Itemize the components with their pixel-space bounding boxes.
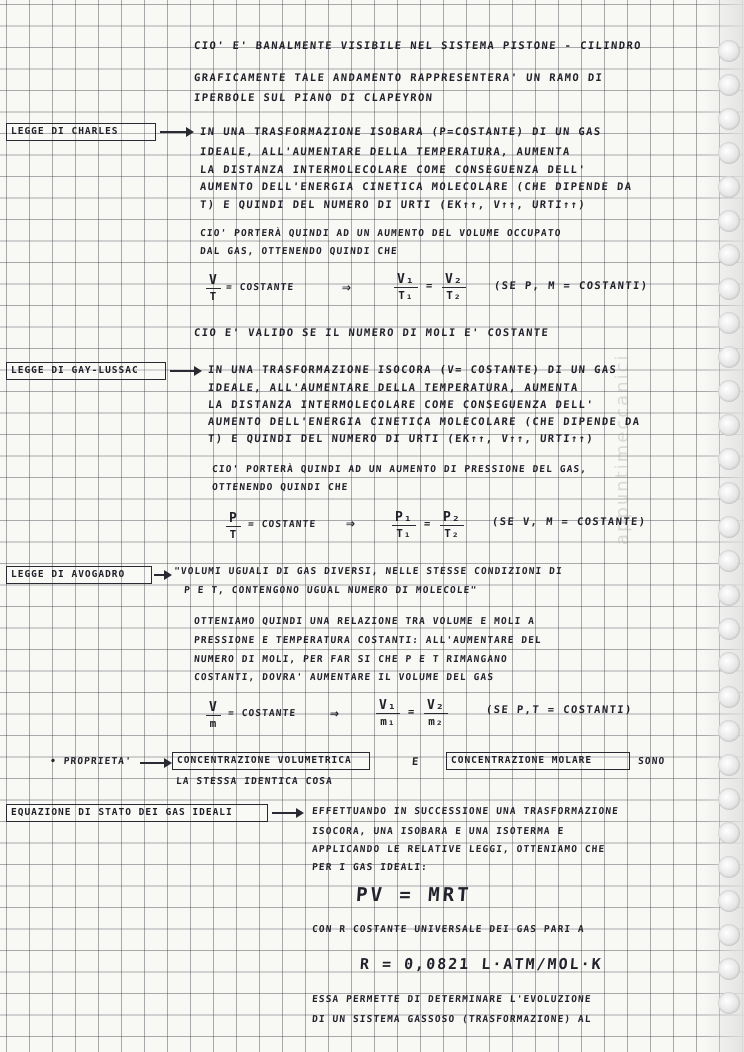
charles-line: AUMENTO DELL'ENERGIA CINETICA MOLECOLARE (CHE DIPENDE DA <box>199 181 633 193</box>
binder-hole <box>718 40 740 62</box>
binder-hole <box>718 278 740 300</box>
binder-hole <box>718 890 740 912</box>
fraction-denominator: T <box>209 290 218 303</box>
watermark: appuntimeccanici <box>612 353 633 545</box>
fraction-numerator: P₁ <box>392 510 416 526</box>
binder-hole <box>718 176 740 198</box>
fraction-denominator: m <box>209 717 218 730</box>
binder-hole <box>718 686 740 708</box>
property-joiner: E <box>411 756 421 768</box>
avogadro-fraction-v-m <box>206 700 221 731</box>
binder-hole <box>718 516 740 538</box>
arrow-icon <box>272 812 302 814</box>
state-equation-label: EQUAZIONE DI STATO DEI GAS IDEALI <box>6 804 268 822</box>
charles-line: LA DISTANZA INTERMOLECOLARE COME CONSEGUENZA DELL' <box>199 164 587 176</box>
fraction-denominator: T₁ <box>396 527 412 540</box>
charles-line: IN UNA TRASFORMAZIONE ISOBARA (P=COSTANTE) DI UN GAS <box>199 126 602 138</box>
intro-line-3: IPERBOLE SUL PIANO DI CLAPEYRON <box>193 92 434 104</box>
charles-fraction-v2-t2 <box>442 272 466 303</box>
binder-hole <box>718 210 740 232</box>
gay-lussac-line: IDEALE, ALL'AUMENTARE DELLA TEMPERATURA, AUMENTA <box>207 382 580 394</box>
binder-hole <box>718 380 740 402</box>
gay-lussac-line: CIO' PORTERÀ QUINDI AD UN AUMENTO DI PRESSIONE DEL GAS, <box>211 464 588 475</box>
gas-constant-line: CON R COSTANTE UNIVERSALE DEI GAS PARI A <box>311 924 586 935</box>
avogadro-fraction-v1-m1 <box>376 698 400 729</box>
binder-hole <box>718 312 740 334</box>
avogadro-line: PRESSIONE E TEMPERATURA COSTANTI: ALL'AUMENTARE DEL <box>193 635 543 646</box>
property-bullet: • PROPRIETA' <box>49 756 133 767</box>
implies-icon: ⇒ <box>345 514 358 532</box>
binder-hole <box>718 142 740 164</box>
arrow-icon <box>140 762 170 764</box>
charles-fraction-v-t <box>206 273 221 304</box>
binder-hole <box>718 482 740 504</box>
gay-lussac-fraction-p1-t1 <box>392 510 416 541</box>
arrow-icon <box>160 131 192 133</box>
charles-formula-equals: = COSTANTE <box>225 282 295 293</box>
property-tail: SONO <box>637 756 666 767</box>
charles-line: IDEALE, ALL'AUMENTARE DELLA TEMPERATURA, AUMENTA <box>199 146 572 158</box>
gay-lussac-law-label: LEGGE DI GAY-LUSSAC <box>6 362 166 380</box>
molar-concentration-box: CONCENTRAZIONE MOLARE <box>446 752 630 770</box>
fraction-denominator: m₁ <box>380 715 396 728</box>
avogadro-line: COSTANTI, DOVRA' AUMENTARE IL VOLUME DEL GAS <box>193 672 495 683</box>
fraction-numerator: V₂ <box>424 698 448 714</box>
fraction-numerator: P <box>226 511 241 527</box>
fraction-denominator: T₂ <box>444 527 460 540</box>
state-eq-closing-line: DI UN SISTEMA GASSOSO (TRASFORMAZIONE) AL <box>311 1014 592 1025</box>
gay-lussac-line: T) E QUINDI DEL NUMERO DI URTI (EK↑↑, V↑↑, URTI↑↑) <box>207 433 595 445</box>
avogadro-line: OTTENIAMO QUINDI UNA RELAZIONE TRA VOLUME E MOLI A <box>193 616 536 627</box>
fraction-numerator: V₁ <box>376 698 400 714</box>
fraction-numerator: V₁ <box>394 272 418 288</box>
fraction-denominator: m₂ <box>428 715 444 728</box>
charles-fraction-v1-t1 <box>394 272 418 303</box>
avogadro-line: NUMERO DI MOLI, PER FAR SI CHE P E T RIMANGANO <box>193 654 509 665</box>
binder-hole <box>718 720 740 742</box>
avogadro-law-label: LEGGE DI AVOGADRO <box>6 566 152 584</box>
binder-hole <box>718 74 740 96</box>
charles-line: DAL GAS, OTTENENDO QUINDI CHE <box>199 246 399 257</box>
state-eq-line: ISOCORA, UNA ISOBARA E UNA ISOTERMA E <box>311 826 565 837</box>
intro-line-1: CIO' E' BANALMENTE VISIBILE NEL SISTEMA PISTONE - CILINDRO <box>193 40 643 52</box>
binder-hole <box>718 108 740 130</box>
binder-hole <box>718 856 740 878</box>
property-line-2: LA STESSA IDENTICA COSA <box>175 776 334 787</box>
fraction-numerator: V <box>206 700 221 716</box>
charles-formula-eq: = <box>425 280 435 292</box>
state-eq-line: EFFETTUANDO IN SUCCESSIONE UNA TRASFORMAZIONE <box>311 806 620 817</box>
arrow-icon <box>154 574 170 576</box>
gay-lussac-fraction-p2-t2 <box>440 510 464 541</box>
gay-lussac-formula-equals: = COSTANTE <box>247 519 317 530</box>
gay-lussac-line: LA DISTANZA INTERMOLECOLARE COME CONSEGUENZA DELL' <box>207 399 595 411</box>
implies-icon: ⇒ <box>341 278 354 296</box>
binder-hole <box>718 448 740 470</box>
fraction-denominator: T₂ <box>446 289 462 302</box>
gas-constant-value: R = 0,0821 L·ATM/MOL·K <box>359 955 604 973</box>
fraction-numerator: V <box>206 273 221 289</box>
intro-line-2: GRAFICAMENTE TALE ANDAMENTO RAPPRESENTERA' UN RAMO DI <box>193 72 604 84</box>
charles-formula-condition: (SE P, M = COSTANTI) <box>493 280 649 292</box>
fraction-denominator: T₁ <box>398 289 414 302</box>
gay-lussac-fraction-p-t <box>226 511 241 542</box>
binder-hole <box>718 788 740 810</box>
avogadro-fraction-v2-m2 <box>424 698 448 729</box>
binder-hole <box>718 958 740 980</box>
charles-note: CIO E' VALIDO SE IL NUMERO DI MOLI E' COSTANTE <box>193 327 550 339</box>
binder-hole <box>718 754 740 776</box>
charles-law-label: LEGGE DI CHARLES <box>6 123 156 141</box>
charles-line: T) E QUINDI DEL NUMERO DI URTI (EK↑↑, V↑↑, URTI↑↑) <box>199 199 587 211</box>
avogadro-quote-line: P E T, CONTENGONO UGUAL NUMERO DI MOLECOLE" <box>183 585 478 596</box>
gay-lussac-line: AUMENTO DELL'ENERGIA CINETICA MOLECOLARE (CHE DIPENDE DA <box>207 416 641 428</box>
binder-hole <box>718 924 740 946</box>
state-eq-line: PER I GAS IDEALI: <box>311 862 429 873</box>
implies-icon: ⇒ <box>329 704 342 722</box>
arrow-icon <box>170 370 200 372</box>
avogadro-formula-eq: = <box>407 706 417 718</box>
gay-lussac-line: IN UNA TRASFORMAZIONE ISOCORA (V= COSTANTE) DI UN GAS <box>207 364 618 376</box>
binder-hole <box>718 822 740 844</box>
charles-line: CIO' PORTERÀ QUINDI AD UN AUMENTO DEL VOLUME OCCUPATO <box>199 228 562 239</box>
state-eq-closing-line: ESSA PERMETTE DI DETERMINARE L'EVOLUZIONE <box>311 994 592 1005</box>
gay-lussac-formula-condition: (SE V, M = COSTANTE) <box>491 516 647 528</box>
avogadro-quote-line: "VOLUMI UGUALI DI GAS DIVERSI, NELLE STESSE CONDIZIONI DI <box>173 566 564 577</box>
binder-hole <box>718 584 740 606</box>
binder-hole <box>718 244 740 266</box>
gay-lussac-line: OTTENENDO QUINDI CHE <box>211 482 349 493</box>
fraction-numerator: V₂ <box>442 272 466 288</box>
binder-hole <box>718 652 740 674</box>
binder-holes <box>710 30 740 1050</box>
binder-hole <box>718 414 740 436</box>
binder-hole <box>718 550 740 572</box>
binder-hole <box>718 992 740 1014</box>
fraction-denominator: T <box>229 528 238 541</box>
state-eq-line: APPLICANDO LE RELATIVE LEGGI, OTTENIAMO CHE <box>311 844 606 855</box>
binder-hole <box>718 346 740 368</box>
binder-hole <box>718 618 740 640</box>
ideal-gas-formula: PV = MRT <box>355 884 473 906</box>
avogadro-formula-condition: (SE P,T = COSTANTI) <box>485 704 634 716</box>
volumetric-concentration-box: CONCENTRAZIONE VOLUMETRICA <box>172 752 370 770</box>
gay-lussac-formula-eq: = <box>423 518 433 530</box>
fraction-numerator: P₂ <box>440 510 464 526</box>
avogadro-formula-equals: = COSTANTE <box>227 708 297 719</box>
